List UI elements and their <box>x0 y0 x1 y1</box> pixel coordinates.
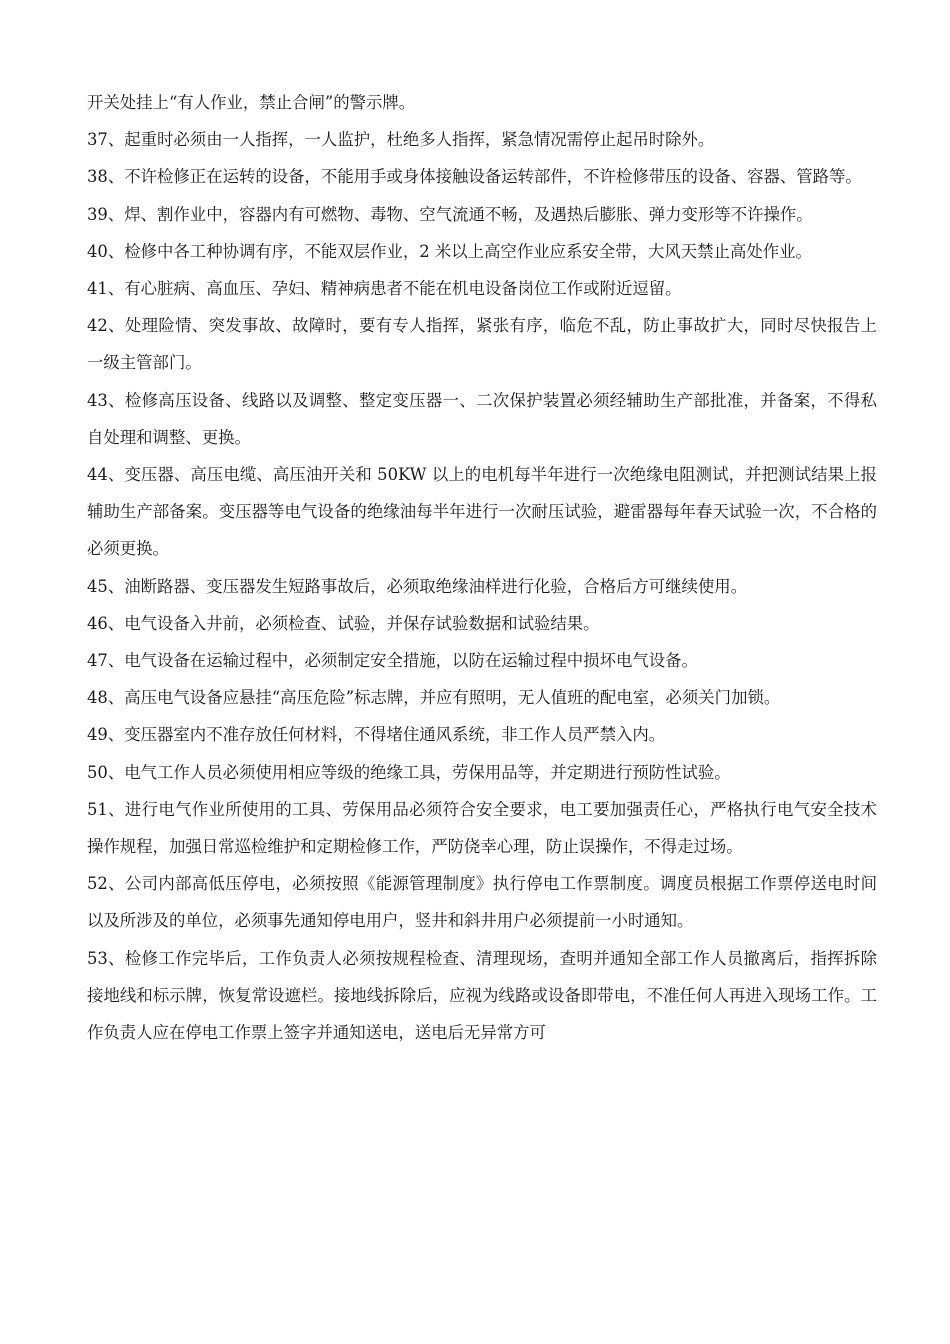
paragraph-item-47: 47、电气设备在运输过程中，必须制定安全措施，以防在运输过程中损坏电气设备。 <box>87 651 698 671</box>
paragraph-item-38: 38、不许检修正在运转的设备，不能用手或身体接触设备运转部件，不许检修带压的设备、容器、管路等。 <box>87 167 862 187</box>
paragraph-item-40: 40、检修中各工种协调有序，不能双层作业，2 米以上高空作业应系安全带，大风天禁止高处作业。 <box>87 241 812 261</box>
paragraph-item-44: 44、变压器、高压电缆、高压油开关和 50KW 以上的电机每半年进行一次绝缘电阻测试，并把测试结果上报辅助生产部备案。变压器等电气设备的绝缘油每半年进行一次耐压试验，避雷器每年春天试验一次，不合格的必须更换。 <box>87 465 877 559</box>
paragraph-continuation: 开关处挂上“有人作业，禁止合闸”的警示牌。 <box>87 93 416 112</box>
paragraph-item-37: 37、起重时必须由一人指挥，一人监护，杜绝多人指挥，紧急情况需停止起吊时除外。 <box>87 130 715 150</box>
document-body <box>87 84 877 1051</box>
paragraph-item-53: 53、检修工作完毕后，工作负责人必须按规程检查、清理现场，查明并通知全部工作人员撤离后，指挥拆除接地线和标示牌，恢复常设遮栏。接地线拆除后，应视为线路或设备即带电，不准任何人再进入现场工作。工作负责人应在停电工作票上签字并通知送电，送电后无异常方可 <box>87 948 877 1043</box>
paragraph-item-48: 48、高压电气设备应悬挂“高压危险”标志牌，并应有照明，无人值班的配电室，必须关门加锁。 <box>87 688 781 708</box>
paragraph-item-43: 43、检修高压设备、线路以及调整、整定变压器一、二次保护装置必须经辅助生产部批准，并备案，不得私自处理和调整、更换。 <box>87 390 877 447</box>
paragraph-item-49: 49、变压器室内不准存放任何材料，不得堵住通风系统，非工作人员严禁入内。 <box>87 725 666 745</box>
paragraph-item-52: 52、公司内部高低压停电，必须按照《能源管理制度》执行停电工作票制度。调度员根据工作票停送电时间以及所涉及的单位，必须事先通知停电用户，竖井和斜井用户必须提前一小时通知。 <box>87 874 877 931</box>
paragraph-item-51: 51、进行电气作业所使用的工具、劳保用品必须符合安全要求，电工要加强责任心，严格执行电气安全技术操作规程，加强日常巡检维护和定期检修工作，严防侥幸心理，防止误操作，不得走过场。 <box>87 799 877 857</box>
paragraph-item-50: 50、电气工作人员必须使用相应等级的绝缘工具，劳保用品等，并定期进行预防性试验。 <box>87 762 731 782</box>
paragraph-item-39: 39、焊、割作业中，容器内有可燃物、毒物、空气流通不畅，及遇热后膨胀、弹力变形等不许操作。 <box>87 204 813 224</box>
paragraph-item-46: 46、电气设备入井前，必须检查、试验，并保存试验数据和试验结果。 <box>87 613 600 633</box>
paragraph-item-41: 41、有心脏病、高血压、孕妇、精神病患者不能在机电设备岗位工作或附近逗留。 <box>87 279 682 299</box>
paragraph-item-45: 45、油断路器、变压器发生短路事故后，必须取绝缘油样进行化验，合格后方可继续使用。 <box>87 576 748 596</box>
paragraph-item-42: 42、处理险情、突发事故、故障时，要有专人指挥，紧张有序，临危不乱，防止事故扩大，同时尽快报告上一级主管部门。 <box>87 316 877 373</box>
